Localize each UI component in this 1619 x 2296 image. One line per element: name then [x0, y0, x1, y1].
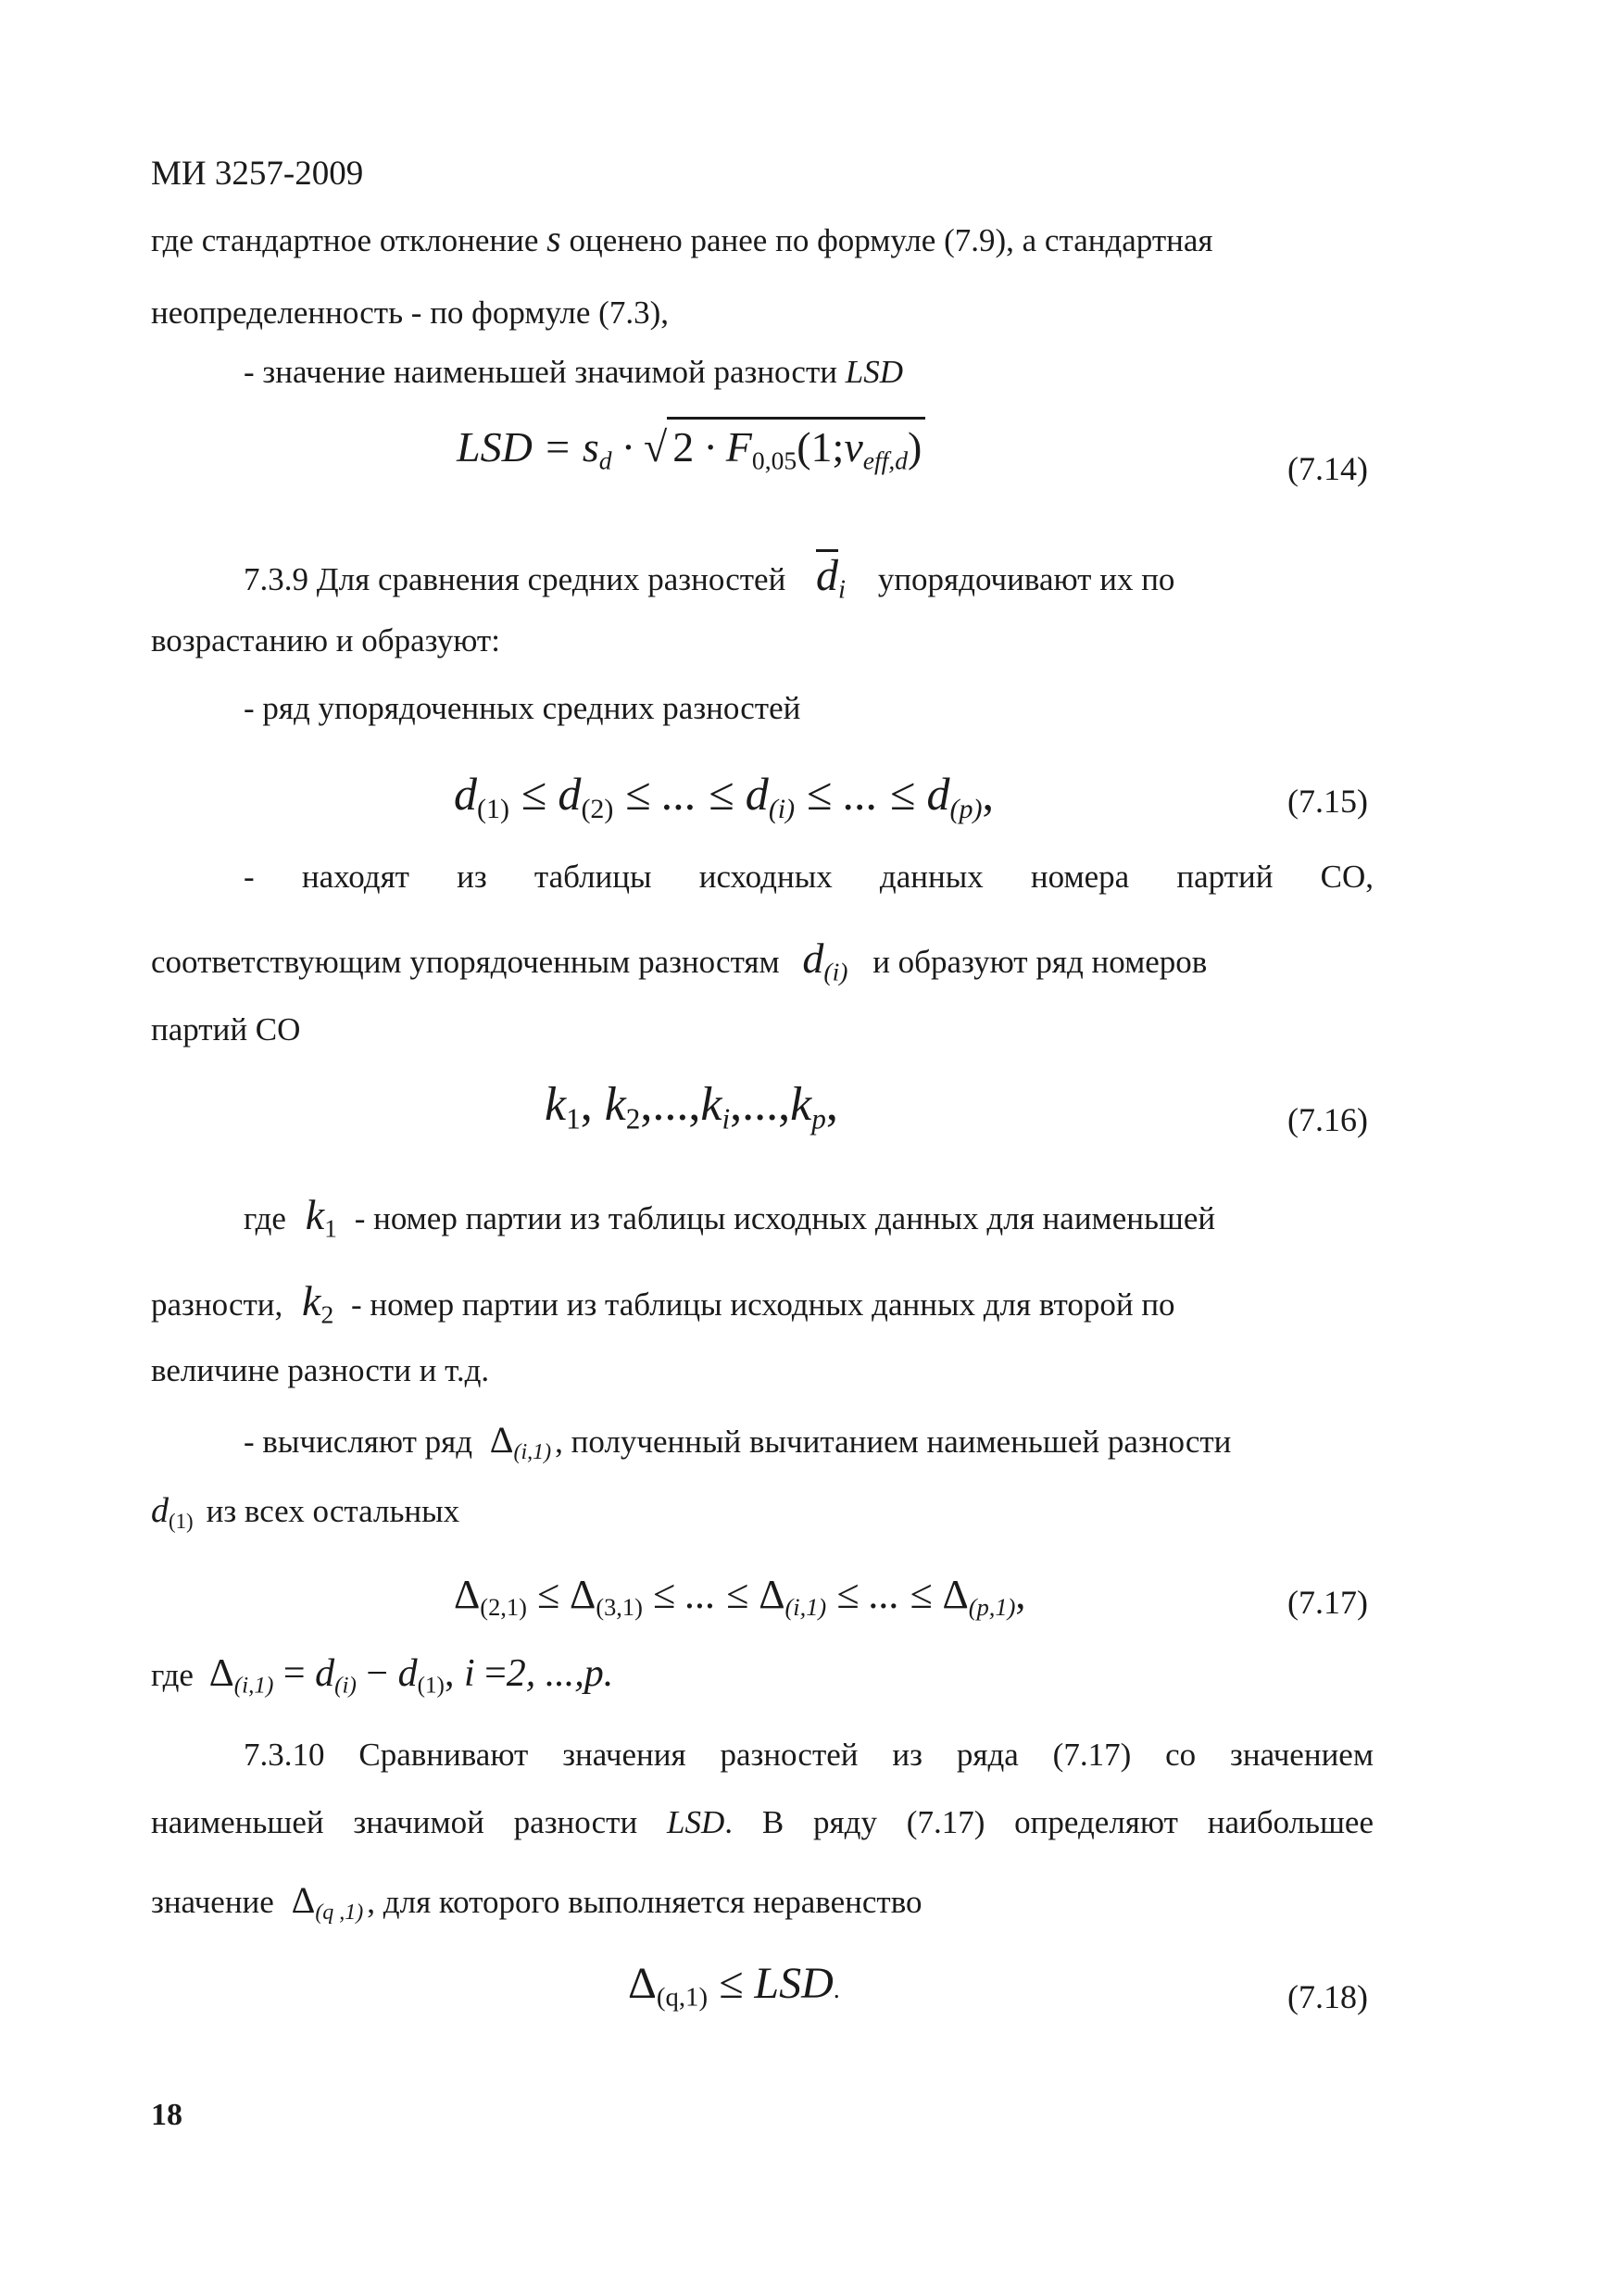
d-bar-i: $d_i$	[816, 551, 847, 605]
equation-number: (7.15)	[1287, 783, 1368, 820]
delta-i1-symbol: $\Delta_{(i,1)}$	[489, 1419, 552, 1465]
delta-definition: $\Delta_{(i,1)} = d_{(i)} - d_{(1)}$, i =2, ...,p.	[208, 1652, 614, 1699]
text-line: партий СО	[151, 1011, 301, 1048]
equation-7-15: $d_{(1)} \le d_{(2)}$ ≤ ... ≤ $d_{(i)}$ ≤ ... ≤ $d_{(p)}$,	[454, 768, 995, 824]
text-line: неопределенность - по формуле (7.3),	[151, 295, 669, 331]
equation-number: (7.17)	[1287, 1584, 1368, 1621]
sqrt-symbol: √ $2 \cdot F_{0,05}(1;\nu_{eff,d})$	[644, 417, 925, 488]
delta-q1-symbol: $\Delta_{(q ,1)}$	[291, 1879, 364, 1926]
text-line: - значение наименьшей значимой разности LSD	[244, 354, 903, 390]
text-line: значение $\Delta_{(q ,1)}$ , для которого выполняется неравенство	[151, 1879, 922, 1926]
page-number: 18	[151, 2098, 182, 2132]
equation-number: (7.14)	[1287, 450, 1368, 487]
equation-number: (7.18)	[1287, 1978, 1368, 2015]
text-line: где $\Delta_{(i,1)} = d_{(i)} - d_{(1)}$, i =2, ...,p.	[151, 1652, 614, 1699]
text-line: 7.3.9 Для сравнения средних разностей $d_i$ упорядочивают их по	[244, 551, 1175, 605]
text-line: величине разности и т.д.	[151, 1352, 490, 1388]
equation-7-17: $\Delta_{(2,1)} \le \Delta_{(3,1)}$ ≤ ... ≤ $\Delta_{(i,1)}$ ≤ ... ≤ $\Delta_{(p,1)}$,	[454, 1572, 1026, 1621]
k1-symbol: $k_1$	[305, 1191, 337, 1243]
text-line: - вычисляют ряд $\Delta_{(i,1)}$ , полученный вычитанием наименьшей разности	[244, 1419, 1232, 1465]
text-line: $d_{(1)}$ из всех остальных	[151, 1491, 460, 1533]
equation-7-14: LSD = $s_d$ · √ $2 \cdot F_{0,05}(1;\nu_{eff,d})$	[457, 417, 925, 488]
text-line: возрастанию и образуют:	[151, 622, 500, 659]
text-line: соответствующим упорядоченным разностям $d_{(i)}$ и образуют ряд номеров	[151, 935, 1208, 986]
d-i-symbol: $d_{(i)}$	[802, 935, 848, 986]
text-line: наименьшей значимой разности LSD. В ряду (7.17) определяют наибольшее	[151, 1804, 1374, 1840]
text-line: - находят из таблицы исходных данных номера партий СО,	[244, 859, 1374, 895]
text-line: где стандартное отклонение s оценено ранее по формуле (7.9), а стандартная	[151, 218, 1213, 259]
document-id: МИ 3257-2009	[151, 155, 364, 193]
d1-symbol: $d_{(1)}$	[151, 1491, 194, 1533]
text-line: разности, $k_2$ - номер партии из таблицы исходных данных для второй по	[151, 1277, 1175, 1329]
equation-number: (7.16)	[1287, 1101, 1368, 1138]
text-line: - ряд упорядоченных средних разностей	[244, 690, 801, 726]
text-line: где $k_1$ - номер партии из таблицы исходных данных для наименьшей	[244, 1191, 1216, 1243]
equation-7-18: $\Delta_{(q,1)}$ ≤ LSD.	[628, 1959, 840, 2013]
k2-symbol: $k_2$	[302, 1277, 334, 1329]
text-line: 7.3.10 Сравнивают значения разностей из ряда (7.17) со значением	[244, 1737, 1374, 1773]
equation-7-16: $k_1$, $k_2,...,k_i,...,k_p$,	[545, 1078, 838, 1135]
